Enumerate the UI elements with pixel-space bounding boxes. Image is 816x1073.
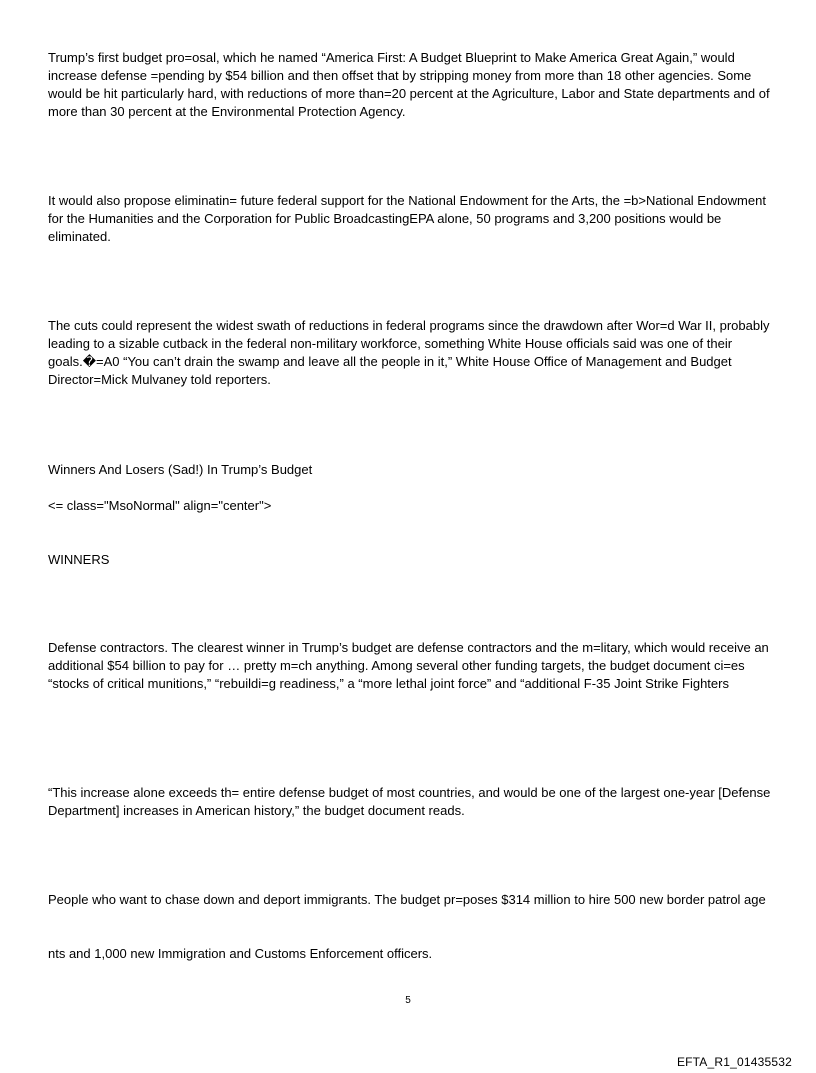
page-number: 5 [405, 995, 411, 1006]
html-artifact-line: <= class="MsoNormal" align="center"> [48, 498, 272, 513]
paragraph-cuts-reductions: The cuts could represent the widest swath of reductions in federal programs since the drawdown after Wor=d War II, probably leading to a sizable cutback in the federal non-military workforce, something White House officials said was one of their goals.�=A0 “You can’t drain the swamp and leave all the people in it,” White House Office of Management and Budget Director=Mick Mulvaney told reporters. [48, 318, 770, 387]
document-id-stamp: EFTA_R1_01435532 [676, 1055, 792, 1069]
paragraph-eliminated-programs: It would also propose eliminatin= future federal support for the National Endowment for the Arts, the =b>National Endowment for the Humanities and the Corporation for Public BroadcastingEPA alone, 50 programs and 3,200 positions would be eliminated. [48, 193, 766, 244]
paragraph-budget-proposal: Trump’s first budget pro=osal, which he named “America First: A Budget Blueprint to Make America Great Again,” would increase defense =pending by $54 billion and then offset that by stripping money from more than 18 other agencies. Some would be hit particularly hard, with reductions of more than=20 percent at the Agriculture, Labor and State departments and of more than 30 percent at the Environmental Protection Agency. [48, 50, 770, 119]
winners-heading: WINNERS [48, 552, 110, 567]
paragraph-immigration-enforcement: People who want to chase down and deport immigrants. The budget pr=poses $314 million to hire 500 new border patrol age [48, 892, 766, 907]
paragraph-budget-quote: “This increase alone exceeds th= entire defense budget of most countries, and would be one of the largest one-year [Defense Department] increases in American history,” the budget document reads. [48, 785, 771, 818]
paragraph-defense-contractors: Defense contractors. The clearest winner in Trump’s budget are defense contractors and the m=litary, which would receive an additional $54 billion to pay for … pretty m=ch anything. Among several other funding targets, the budget document ci=es “stocks of critical munitions,” “rebuildi=g readiness,” a “more lethal joint force” and “additional F-35 Joint Strike Fighters [48, 640, 769, 691]
paragraph-immigration-continued: nts and 1,000 new Immigration and Customs Enforcement officers. [48, 946, 433, 961]
section-heading-winners-losers: Winners And Losers (Sad!) In Trump’s Budget [48, 462, 313, 477]
